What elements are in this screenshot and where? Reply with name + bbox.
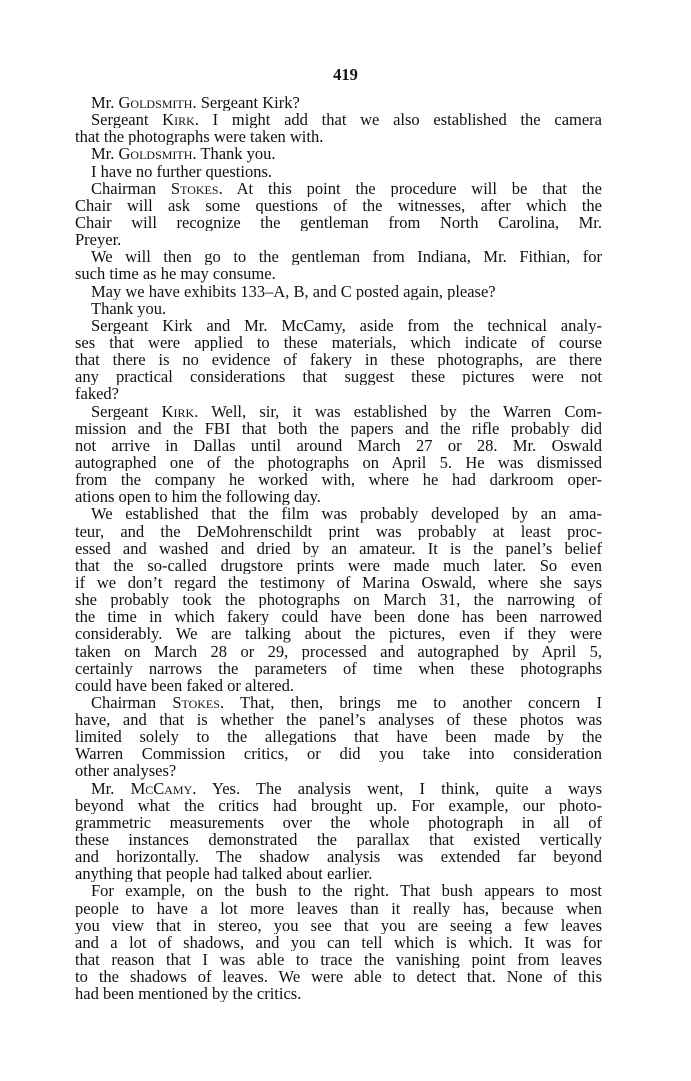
paragraph-line: [75, 677, 602, 694]
paragraph-line: [75, 385, 602, 402]
paragraph-line: [75, 523, 602, 540]
paragraph-line: [75, 608, 602, 625]
line-text: . At this point the procedure will be that the: [218, 179, 602, 197]
paragraph-line: [75, 368, 602, 385]
paragraph-line: [75, 745, 602, 762]
line-text: other analyses?: [75, 762, 177, 780]
paragraph-line: [75, 351, 602, 368]
paragraph-line: [75, 437, 602, 454]
line-text: had been mentioned by the critics.: [75, 985, 302, 1003]
paragraph-first-line: [75, 145, 602, 162]
line-text: and horizontally. The shadow analysis was extended far beyond: [75, 848, 602, 866]
speaker-title: Sergeant: [91, 111, 163, 129]
paragraph-line: [75, 934, 602, 951]
line-text: . Well, sir, it was established by the Warren Com-: [194, 402, 602, 420]
paragraph-line: [75, 917, 602, 934]
paragraph-line: [75, 814, 602, 831]
speaker-title: Chairman: [91, 693, 173, 712]
line-text: she probably took the photographs on March 31, the narrowing of: [75, 591, 602, 609]
speaker-name: Goldsmith: [118, 94, 193, 112]
paragraph-line: [75, 231, 602, 248]
speaker-title: Mr.: [91, 145, 119, 163]
paragraph-line: [75, 197, 602, 214]
line-text: grammetric measurements over the whole photograph in all of: [75, 813, 602, 832]
paragraph-line: [75, 831, 602, 848]
line-text: people to have a lot more leaves than it really has, because when: [75, 899, 602, 917]
paragraph-first-line: [75, 300, 602, 317]
paragraph-first-line: [75, 163, 602, 180]
line-text: faked?: [75, 385, 119, 403]
line-text: . I might add that we also established the camera: [194, 111, 602, 129]
line-text: limited solely to the allegations that have been made by the: [75, 728, 602, 746]
speaker-title: Chairman: [91, 179, 171, 197]
line-text: autographed one of the photographs on April 5. He was dismissed: [75, 453, 602, 472]
line-text: . Thank you.: [192, 145, 276, 163]
paragraph-line: [75, 557, 602, 574]
paragraph-first-line: [75, 317, 602, 334]
line-text: Chair will ask some questions of the witnesses, after which the: [75, 196, 602, 214]
line-text: We established that the film was probably developed by an ama-: [91, 505, 602, 523]
paragraph-line: [75, 471, 602, 488]
line-text: from the company he worked with, where he had darkroom oper-: [75, 471, 602, 489]
paragraph-line: [75, 762, 602, 779]
line-text: certainly narrows the parameters of time when these photographs: [75, 659, 602, 677]
page-number: 419: [333, 65, 358, 84]
line-text: not arrive in Dallas until around March 27 or 28. Mr. Oswald: [75, 436, 602, 454]
paragraph-first-line: [75, 111, 602, 128]
line-text: have, and that is whether the panel’s analyses of these photos was: [75, 711, 602, 729]
line-text: if we don’t regard the testimony of Marina Oswald, where she says: [75, 573, 602, 592]
paragraph-first-line: [75, 780, 602, 797]
paragraph-first-line: [75, 694, 602, 711]
line-text: May we have exhibits 133–A, B, and C posted again, please?: [91, 282, 496, 300]
speaker-name: McCamy: [130, 779, 193, 797]
paragraph-line: [75, 334, 602, 351]
speaker-name: Stokes: [170, 179, 219, 197]
line-text: could have been faked or altered.: [75, 676, 294, 694]
paragraph-first-line: [75, 248, 602, 265]
paragraph-line: [75, 985, 602, 1002]
line-text: to the shadows of leaves. We were able to detect that. None of this: [75, 968, 602, 986]
line-text: mission and the FBI that both the papers and the rifle probably did: [75, 419, 602, 437]
line-text: considerably. We are talking about the pictures, even if they were: [75, 625, 602, 643]
line-text: that there is no evidence of fakery in these photographs, are there: [75, 351, 602, 369]
line-text: you view that in stereo, you see that you are seeing a few leaves: [75, 916, 602, 934]
paragraph-first-line: [75, 882, 602, 899]
speaker-name: Goldsmith: [118, 145, 193, 163]
paragraph-first-line: [75, 505, 602, 522]
paragraph-line: [75, 454, 602, 471]
paragraph-line: [75, 488, 602, 505]
paragraph-first-line: [75, 180, 602, 197]
line-text: that reason that I was able to trace the vanishing point from leaves: [75, 951, 602, 969]
paragraph-line: [75, 865, 602, 882]
speaker-title: Mr.: [91, 94, 119, 112]
line-text: We will then go to the gentleman from Indiana, Mr. Fithian, for: [91, 248, 602, 266]
speaker-title: Sergeant: [91, 402, 162, 420]
line-text: . That, then, brings me to another concern I: [219, 693, 602, 712]
line-text: Sergeant Kirk and Mr. McCamy, aside from the technical analy-: [91, 316, 602, 334]
line-text: For example, on the bush to the right. That bush appears to most: [91, 882, 602, 900]
line-text: that the photographs were taken with.: [75, 128, 324, 146]
paragraph-first-line: [75, 94, 602, 111]
paragraph-line: [75, 968, 602, 985]
line-text: the time in which fakery could have been done has been narrowed: [75, 608, 602, 626]
line-text: such time as he may consume.: [75, 265, 276, 283]
line-text: Preyer.: [75, 231, 122, 249]
line-text: I have no further questions.: [91, 162, 272, 180]
line-text: taken on March 28 or 29, processed and autographed by April 5,: [75, 642, 602, 660]
paragraph-line: [75, 660, 602, 677]
speaker-name: Stokes: [172, 693, 220, 712]
paragraph-line: [75, 900, 602, 917]
line-text: essed and washed and dried by an amateur. It is the panel’s belief: [75, 539, 602, 557]
line-text: Warren Commission critics, or did you take into consideration: [75, 745, 602, 763]
paragraph-line: [75, 797, 602, 814]
line-text: . Sergeant Kirk?: [192, 94, 300, 112]
transcript-body: [75, 94, 602, 1002]
line-text: teur, and the DeMohrenschildt print was probably at least proc-: [75, 522, 602, 540]
paragraph-line: [75, 214, 602, 231]
paragraph-line: [75, 540, 602, 557]
paragraph-line: [75, 574, 602, 591]
paragraph-line: [75, 711, 602, 728]
line-text: that the so-called drugstore prints were made much later. So even: [75, 556, 602, 574]
line-text: and a lot of shadows, and you can tell which is which. It was for: [75, 933, 602, 952]
paragraph-line: [75, 420, 602, 437]
line-text: beyond what the critics had brought up. For example, our photo-: [75, 796, 602, 814]
line-text: . Yes. The analysis went, I think, quite a ways: [192, 779, 602, 797]
paragraph-line: [75, 625, 602, 642]
speaker-title: Mr.: [91, 779, 131, 797]
paragraph-line: [75, 643, 602, 660]
line-text: anything that people had talked about earlier.: [75, 865, 373, 883]
speaker-name: Kirk: [162, 111, 195, 129]
paragraph-line: [75, 728, 602, 745]
line-text: ations open to him the following day.: [75, 488, 321, 506]
line-text: ses that were applied to these materials, which indicate of course: [75, 333, 602, 352]
paragraph-first-line: [75, 283, 602, 300]
paragraph-line: [75, 128, 602, 145]
line-text: these instances demonstrated the parallax that existed vertically: [75, 831, 602, 849]
line-text: Thank you.: [91, 299, 167, 317]
line-text: Chair will recognize the gentleman from North Carolina, Mr.: [75, 213, 602, 232]
paragraph-first-line: [75, 403, 602, 420]
line-text: any practical considerations that suggest these pictures were not: [75, 368, 602, 386]
paragraph-line: [75, 591, 602, 608]
paragraph-line: [75, 951, 602, 968]
paragraph-line: [75, 848, 602, 865]
speaker-name: Kirk: [161, 402, 195, 420]
paragraph-line: [75, 265, 602, 282]
